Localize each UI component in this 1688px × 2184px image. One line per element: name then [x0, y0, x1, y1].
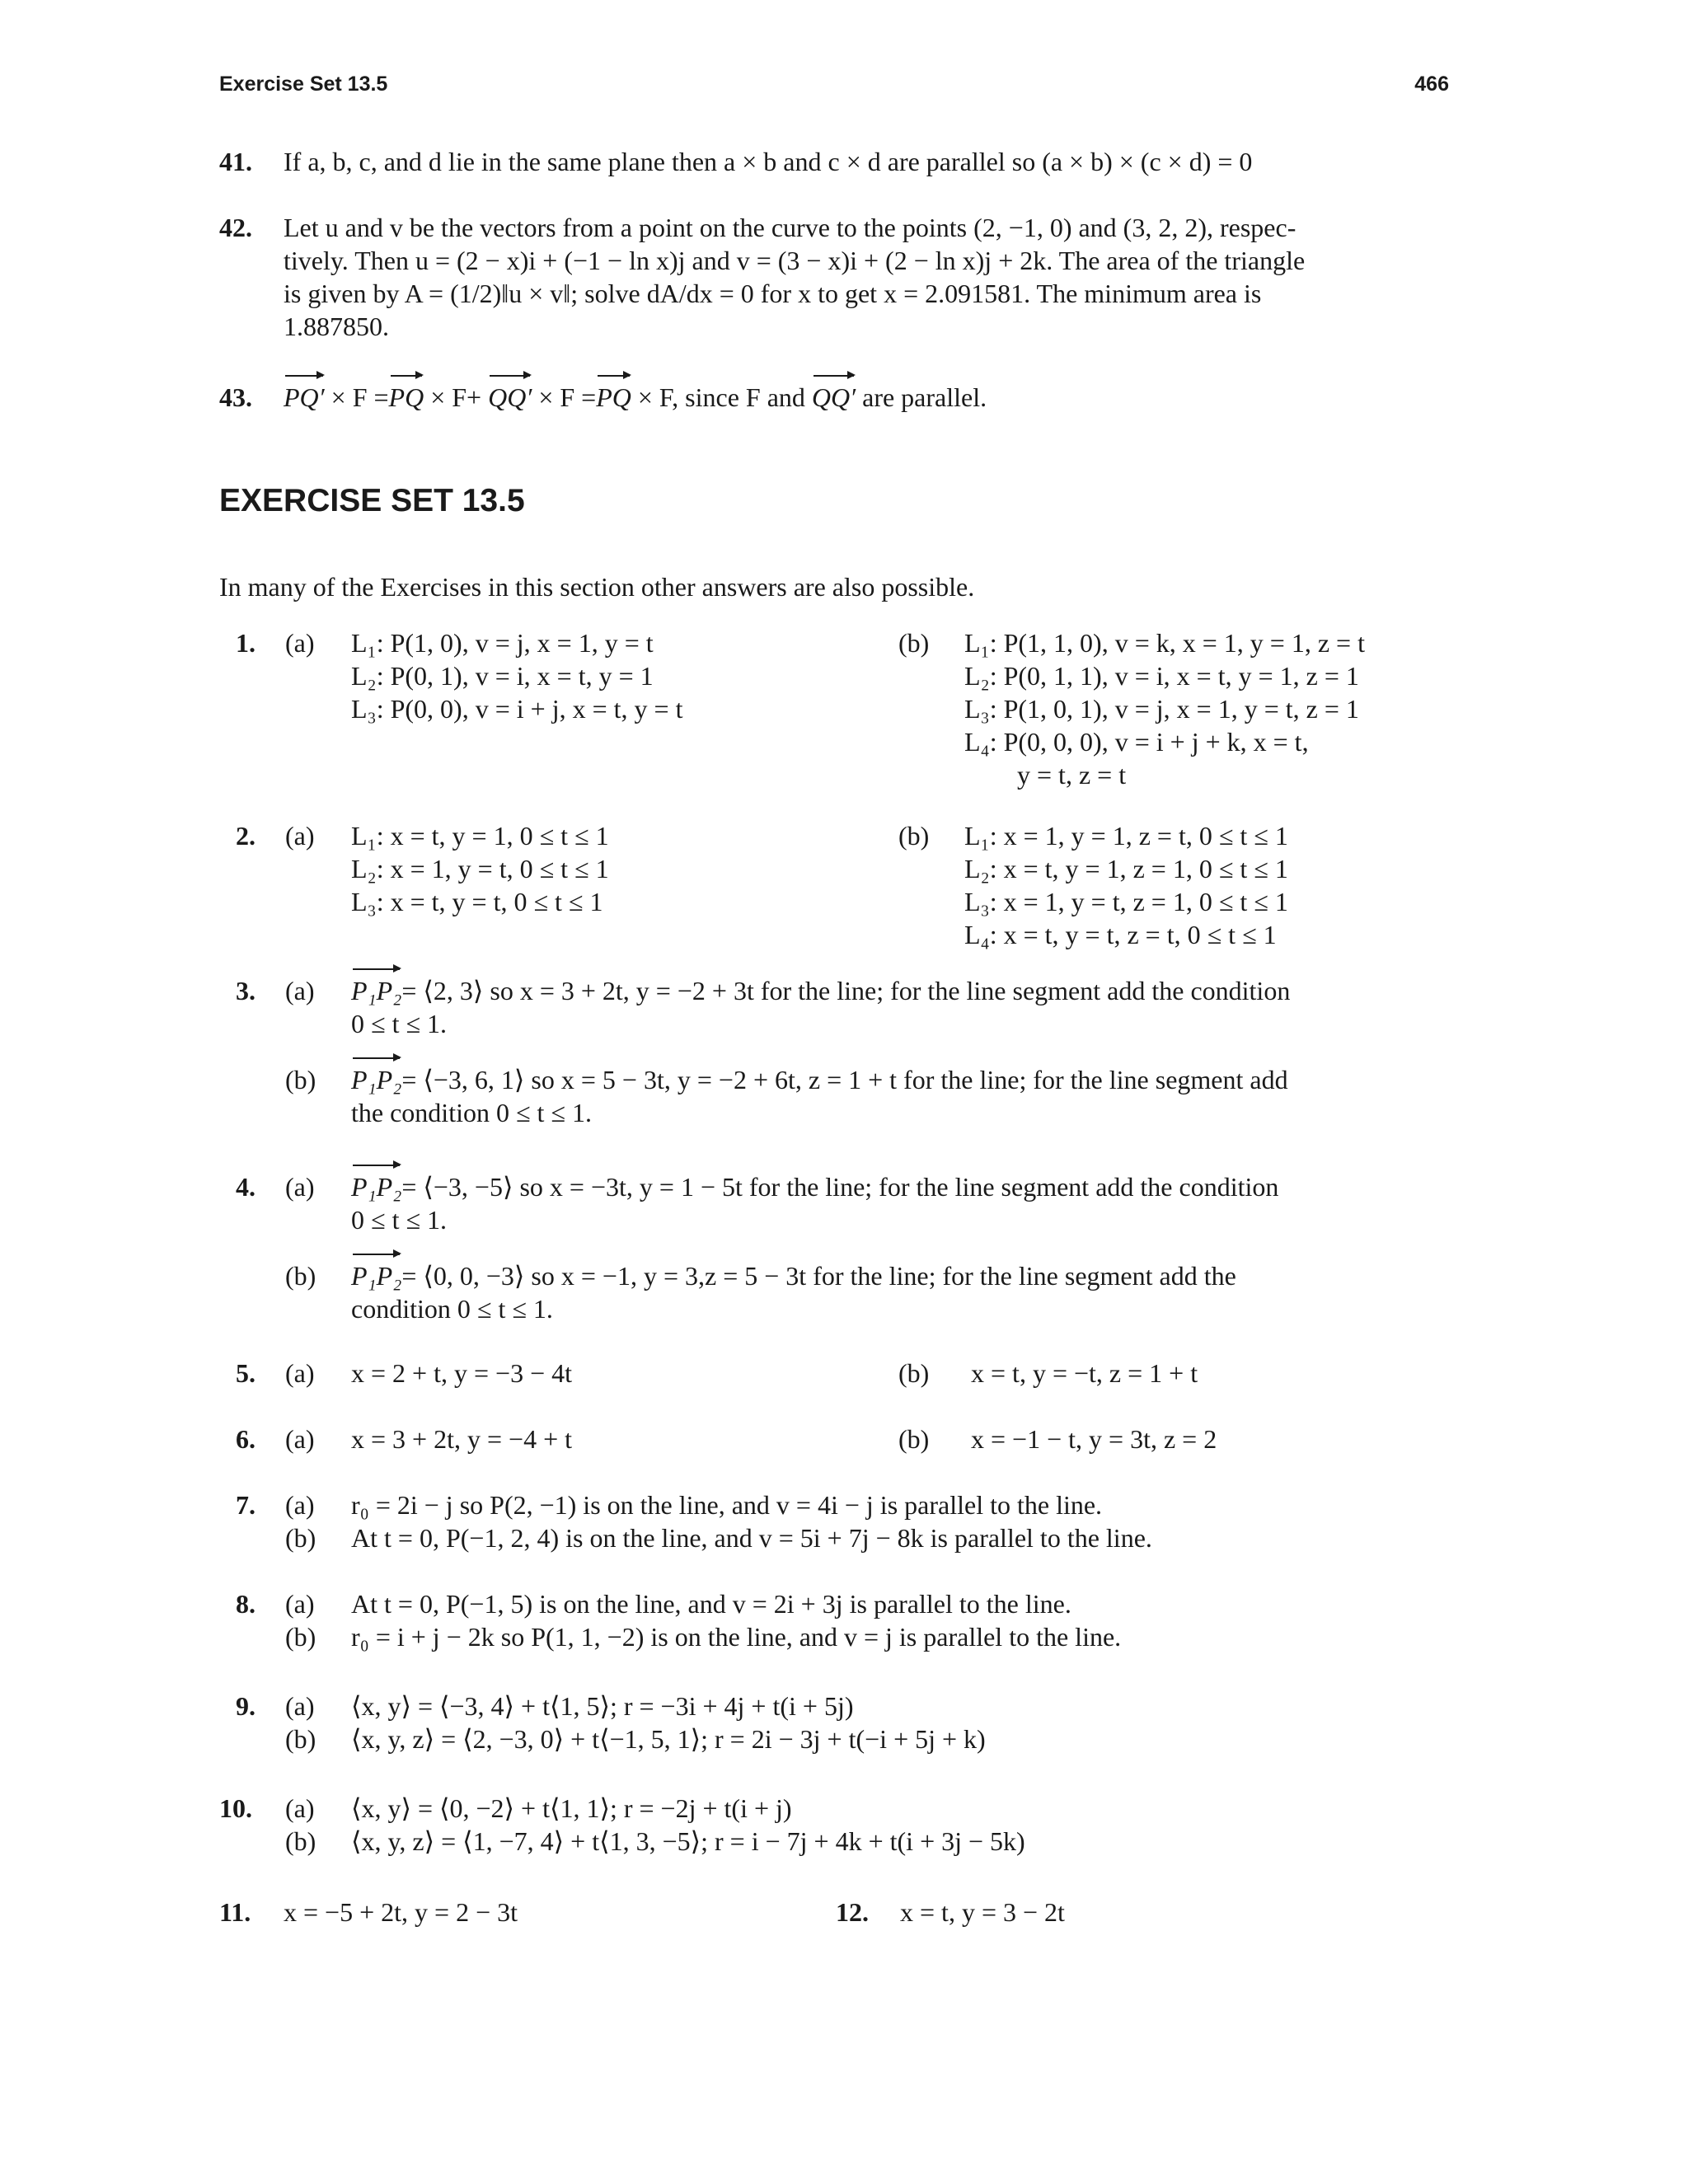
problem-number: 9. — [236, 1691, 256, 1721]
text-line: L₁: P(1, 0), v = j, x = 1, y = t — [351, 628, 654, 658]
part-label: (b) — [285, 1261, 316, 1291]
text-line: L₃: x = t, y = t, 0 ≤ t ≤ 1 — [351, 887, 603, 916]
problem-number: 2. — [236, 821, 256, 851]
text-segment: = ⟨2, 3⟩ so x = 3 + 2t, y = −2 + 3t for the line; for the line segment add the condition — [401, 976, 1291, 1005]
part-label: (b) — [898, 1424, 930, 1454]
answer-2b — [964, 819, 1288, 951]
text-line: 0 ≤ t ≤ 1. — [351, 1009, 448, 1038]
vector-p1p2: P₁P₂ — [351, 976, 402, 1005]
text-line: L₂: P(0, 1, 1), v = i, x = t, y = 1, z = 1 — [964, 661, 1359, 691]
vector-p1p2: P₁P₂ — [351, 1065, 402, 1094]
part-label: (a) — [285, 1424, 315, 1454]
text-line: L₃: P(0, 0), v = i + j, x = t, y = t — [351, 694, 683, 724]
section-title: EXERCISE SET 13.5 — [219, 483, 525, 518]
text-line — [351, 1170, 1449, 1203]
text-line: 1.887850. — [284, 312, 389, 341]
answer-41-text: If a, b, c, and d lie in the same plane then a × b and c × d are parallel so (a × b) × (c × d) = 0 — [284, 147, 1253, 176]
problem-number: 8. — [236, 1589, 256, 1619]
text-segment: are parallel. — [856, 382, 987, 412]
answer-3a — [351, 974, 1449, 1040]
part-label: (b) — [285, 1622, 316, 1652]
part-label: (b) — [898, 1358, 930, 1388]
part-label: (b) — [285, 1523, 316, 1553]
vector-pq: PQ — [388, 382, 424, 412]
answer-9a: ⟨x, y⟩ = ⟨−3, 4⟩ + t⟨1, 5⟩; r = −3i + 4j + t(i + 5j) — [351, 1691, 854, 1721]
problem-number: 41. — [219, 147, 252, 176]
section-intro: In many of the Exercises in this section other answers are also possible. — [219, 572, 975, 602]
text-segment: × F = — [532, 382, 597, 412]
text-line: tively. Then u = (2 − x)i + (−1 − ln x)j and v = (3 − x)i + (2 − ln x)j + 2k. The area of the triangle — [284, 246, 1306, 275]
text-line: L₂: x = 1, y = t, 0 ≤ t ≤ 1 — [351, 854, 609, 883]
text-segment: = ⟨−3, 6, 1⟩ so x = 5 − 3t, y = −2 + 6t, z = 1 + t for the line; for the line segment add — [401, 1065, 1288, 1094]
vector-p1p2: P₁P₂ — [351, 1172, 402, 1202]
text-segment: = ⟨−3, −5⟩ so x = −3t, y = 1 − 5t for the line; for the line segment add the condition — [401, 1172, 1279, 1202]
part-label: (a) — [285, 1589, 315, 1619]
text-line: y = t, z = t — [1017, 760, 1127, 790]
answer-12: x = t, y = 3 − 2t — [900, 1897, 1065, 1927]
answer-41 — [219, 145, 252, 178]
text-line: L₁: x = 1, y = 1, z = t, 0 ≤ t ≤ 1 — [964, 821, 1288, 851]
problem-number: 43. — [219, 382, 252, 412]
text-segment: × F = — [324, 382, 389, 412]
problem-number: 6. — [236, 1424, 256, 1454]
answer-6b: x = −1 − t, y = 3t, z = 2 — [971, 1424, 1217, 1454]
part-label: (b) — [898, 821, 930, 851]
page-number: 466 — [1414, 73, 1449, 96]
part-label: (a) — [285, 1691, 315, 1721]
vector-qq-prime: QQ′ — [488, 382, 532, 412]
part-label: (b) — [285, 1065, 316, 1094]
text-line: the condition 0 ≤ t ≤ 1. — [351, 1098, 592, 1127]
problem-number: 1. — [236, 628, 256, 658]
text-line: Let u and v be the vectors from a point on the curve to the points (2, −1, 0) and (3, 2, 2), respec- — [284, 213, 1296, 242]
problem-number: 10. — [219, 1793, 252, 1823]
answer-2a — [351, 819, 609, 918]
answer-8b: r₀ = i + j − 2k so P(1, 1, −2) is on the line, and v = j is parallel to the line. — [351, 1622, 1122, 1652]
running-header-title: Exercise Set 13.5 — [219, 73, 388, 96]
vector-p1p2: P₁P₂ — [351, 1261, 402, 1291]
answer-1a — [351, 626, 682, 725]
text-segment: = ⟨0, 0, −3⟩ so x = −1, y = 3,z = 5 − 3t for the line; for the line segment add the — [401, 1261, 1236, 1291]
vector-qq-prime: QQ′ — [811, 382, 856, 412]
problem-number: 42. — [219, 213, 252, 242]
part-label: (a) — [285, 1172, 315, 1202]
text-line — [351, 974, 1449, 1007]
answer-7a: r₀ = 2i − j so P(2, −1) is on the line, and v = 4i − j is parallel to the line. — [351, 1490, 1103, 1520]
text-line: L₁: x = t, y = 1, 0 ≤ t ≤ 1 — [351, 821, 609, 851]
problem-number: 12. — [836, 1897, 869, 1927]
problem-number: 7. — [236, 1490, 256, 1520]
answer-1b — [964, 626, 1365, 791]
answer-43-text — [284, 381, 987, 414]
answer-7b: At t = 0, P(−1, 2, 4) is on the line, and v = 5i + 7j − 8k is parallel to the line. — [351, 1523, 1152, 1553]
text-line: L₂: x = t, y = 1, z = 1, 0 ≤ t ≤ 1 — [964, 854, 1288, 883]
text-line: L₄: P(0, 0, 0), v = i + j + k, x = t, — [964, 727, 1309, 757]
part-label: (a) — [285, 821, 315, 851]
part-label: (a) — [285, 628, 315, 658]
text-line: 0 ≤ t ≤ 1. — [351, 1205, 448, 1235]
answer-11: x = −5 + 2t, y = 2 − 3t — [284, 1897, 518, 1927]
problem-number: 5. — [236, 1358, 256, 1388]
text-line: condition 0 ≤ t ≤ 1. — [351, 1294, 553, 1324]
part-label: (a) — [285, 1490, 315, 1520]
part-label: (a) — [285, 1793, 315, 1823]
text-line — [351, 1259, 1449, 1292]
text-segment: × F, since F and — [631, 382, 812, 412]
text-line: L₃: x = 1, y = t, z = 1, 0 ≤ t ≤ 1 — [964, 887, 1288, 916]
part-label: (a) — [285, 976, 315, 1005]
answer-5b: x = t, y = −t, z = 1 + t — [971, 1358, 1198, 1388]
text-line — [351, 1063, 1449, 1096]
problem-number: 4. — [236, 1172, 256, 1202]
text-line: L₄: x = t, y = t, z = t, 0 ≤ t ≤ 1 — [964, 920, 1277, 949]
text-line: L₃: P(1, 0, 1), v = j, x = 1, y = t, z = 1 — [964, 694, 1359, 724]
answer-42-text — [284, 211, 1449, 343]
text-line: L₂: P(0, 1), v = i, x = t, y = 1 — [351, 661, 654, 691]
problem-number: 3. — [236, 976, 256, 1005]
part-label: (b) — [285, 1826, 316, 1856]
text-line: L₁: P(1, 1, 0), v = k, x = 1, y = 1, z = t — [964, 628, 1365, 658]
answer-3b — [351, 1063, 1449, 1129]
text-line: is given by A = (1/2)‖u × v‖; solve dA/dx = 0 for x to get x = 2.091581. The minimum area is — [284, 279, 1262, 308]
answer-4b — [351, 1259, 1449, 1325]
answer-8a: At t = 0, P(−1, 5) is on the line, and v = 2i + 3j is parallel to the line. — [351, 1589, 1071, 1619]
answer-4a — [351, 1170, 1449, 1236]
part-label: (a) — [285, 1358, 315, 1388]
answer-9b: ⟨x, y, z⟩ = ⟨2, −3, 0⟩ + t⟨−1, 5, 1⟩; r = 2i − 3j + t(−i + 5j + k) — [351, 1724, 986, 1754]
problem-number: 11. — [219, 1897, 251, 1927]
answer-5a: x = 2 + t, y = −3 − 4t — [351, 1358, 573, 1388]
vector-pq: PQ — [596, 382, 631, 412]
answer-10b: ⟨x, y, z⟩ = ⟨1, −7, 4⟩ + t⟨1, 3, −5⟩; r = i − 7j + 4k + t(i + 3j − 5k) — [351, 1826, 1025, 1856]
answer-10a: ⟨x, y⟩ = ⟨0, −2⟩ + t⟨1, 1⟩; r = −2j + t(i + j) — [351, 1793, 792, 1823]
part-label: (b) — [898, 628, 930, 658]
text-segment: × F+ — [424, 382, 489, 412]
answer-6a: x = 3 + 2t, y = −4 + t — [351, 1424, 573, 1454]
vector-pq-prime: PQ′ — [284, 382, 325, 412]
part-label: (b) — [285, 1724, 316, 1754]
